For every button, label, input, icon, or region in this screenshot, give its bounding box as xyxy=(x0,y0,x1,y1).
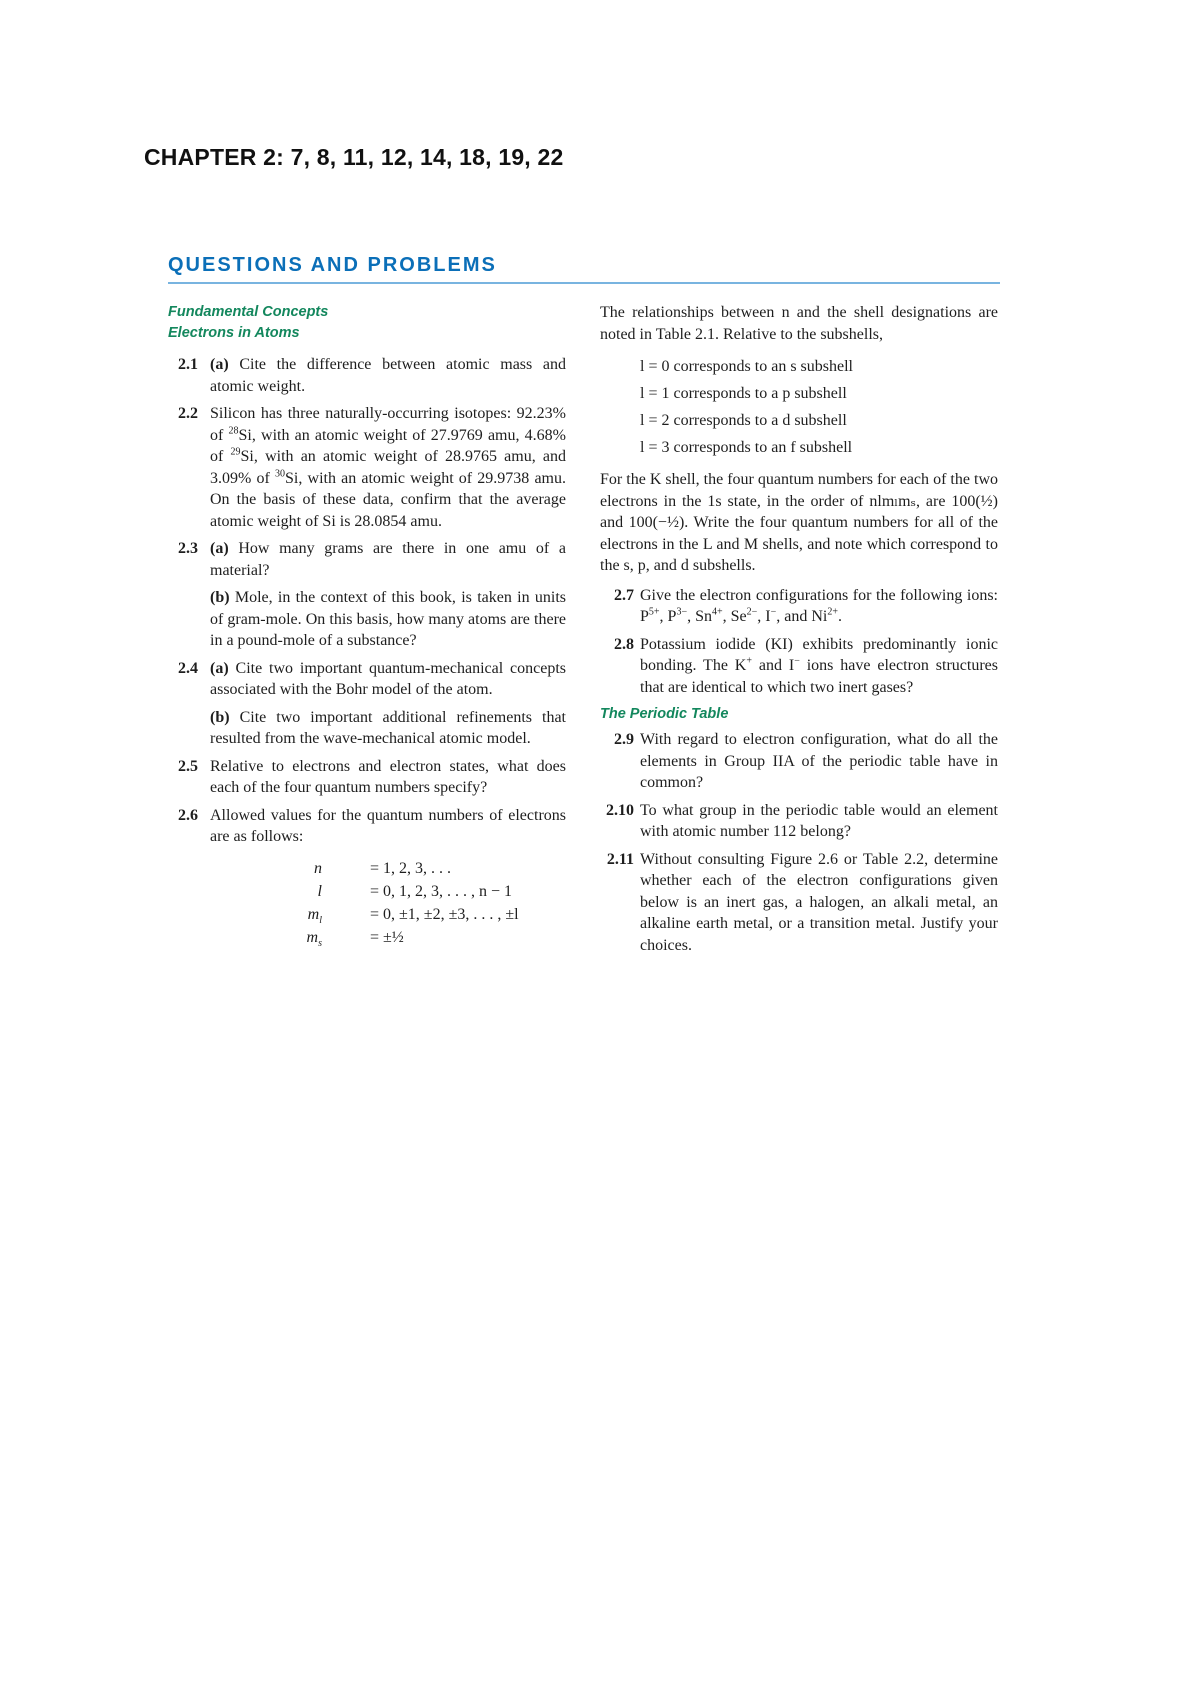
shell-intro: The relationships between n and the shell designations are noted in Table 2.1. Relative to the subshells, xyxy=(600,304,998,343)
problem-2-3: 2.3 (a) How many grams are there in one amu of a material? (b) Mole, in the context of this book, is taken in units of gram-mole. On this basis, how many atoms are there in a pound-mole of a substance? xyxy=(178,540,567,649)
problem-number: 2.11 xyxy=(606,850,634,868)
problem-2-11: 2.11 Without consulting Figure 2.6 or Table 2.2, determine whether each of the electron configurations given below is an inert gas, a halogen, an alkali metal, an alkaline earth metal, or a transition metal. Justify your choices. xyxy=(600,849,998,957)
section-rule xyxy=(168,282,1000,284)
quantum-number-equations xyxy=(210,858,566,950)
k-shell-paragraph: For the K shell, the four quantum numbers for each of the two electrons in the 1s state, in the order of nlmₗmₛ, are 100(½) and 100(−½). Write the four quantum numbers for all of the electrons in the L and M shells, and note which correspond to the s, p, and d subshells. xyxy=(600,471,998,574)
problem-number: 2.6 xyxy=(178,806,198,824)
equation-ml: $m_l$ = 0, ±1, ±2, ±3, . . . , ±l xyxy=(307,905,519,926)
chapter-heading: CHAPTER 2: 7, 8, 11, 12, 14, 18, 19, 22 xyxy=(144,144,564,170)
section-heading-electrons: Electrons in Atoms xyxy=(168,325,300,341)
section-heading-periodic-table: The Periodic Table xyxy=(600,706,729,722)
problem-number: 2.4 xyxy=(178,659,198,677)
problem-2-6: 2.6 Allowed values for the quantum numbers of electrons are as follows: n = 1, 2, 3, . . . l = 0, 1, 2, 3, . . . , n − 1 $m_l$ = 0, ±1, ±2, ±3, . . . , ±l $m_s$ = ±½ xyxy=(178,806,566,949)
subshell-line: l = 3 corresponds to an f subshell xyxy=(640,439,853,456)
problem-2-9: 2.9 With regard to electron configuration, what do all the elements in Group IIA of the periodic table have in common? xyxy=(600,729,998,794)
section-heading-fundamental: Fundamental Concepts xyxy=(168,304,329,320)
problem-number: 2.8 xyxy=(614,635,634,653)
section-title: QUESTIONS AND PROBLEMS xyxy=(168,254,497,276)
left-column xyxy=(168,302,566,956)
subshell-line: l = 1 corresponds to a p subshell xyxy=(640,385,847,402)
problem-text: Cite the difference between atomic mass and atomic weight. xyxy=(210,356,567,395)
equation-l: l = 0, 1, 2, 3, . . . , n − 1 xyxy=(317,882,513,900)
equation-n: n = 1, 2, 3, . . . xyxy=(314,859,452,877)
subshell-line: l = 2 corresponds to a d subshell xyxy=(640,412,847,429)
subshell-list xyxy=(640,353,998,461)
problem-2-4: 2.4 (a) Cite two important quantum-mechanical concepts associated with the Bohr model of the atom. (b) Cite two important additional refinements that resulted from the wave-mechanical atomic model. xyxy=(178,659,567,747)
problem-number: 2.5 xyxy=(178,757,198,775)
problem-number: 2.10 xyxy=(606,801,634,819)
problem-number: 2.9 xyxy=(614,731,634,748)
equation-ms: $m_s$ = ±½ xyxy=(306,928,404,949)
problem-2-7: 2.7 Give the electron configurations for the following ions: $P^{5+}$, $P^{3-}$, $Sn^{4+}$, $Se^{2-}$, I−, and $Ni^{2+}$. xyxy=(600,585,998,628)
problem-2-5: 2.5 Relative to electrons and electron states, what does each of the four quantum numbers specify? xyxy=(178,757,566,796)
problem-number: 2.2 xyxy=(178,405,198,422)
problem-number: 2.1 xyxy=(178,356,198,373)
subshell-line: l = 0 corresponds to an s subshell xyxy=(640,358,853,375)
right-column xyxy=(600,302,998,962)
problem-2-8: 2.8 Potassium iodide (KI) exhibits predominantly ionic bonding. The K+ and I− ions have electron structures that are identical to which two inert gases? xyxy=(600,634,998,699)
problem-number: 2.7 xyxy=(614,586,634,604)
problem-number: 2.3 xyxy=(178,540,198,557)
problem-2-10: 2.10 To what group in the periodic table would an element with atomic number 112 belong? xyxy=(600,800,998,843)
problem-2-1: 2.1 (a) Cite the difference between atomic mass and atomic weight. xyxy=(178,356,567,395)
problem-2-2: 2.2 Silicon has three naturally-occurring isotopes: 92.23% of $^{28}$Si, with an atomic weight of 27.9769 amu, 4.68% of $^{29}$Si, with an atomic weight of 28.9765 amu, and 3.09% of $^{30}$Si, with an atomic weight of 29.9738 amu. On the basis of these data, confirm that the average atomic weight of Si is 28.0854 amu. xyxy=(178,405,567,530)
